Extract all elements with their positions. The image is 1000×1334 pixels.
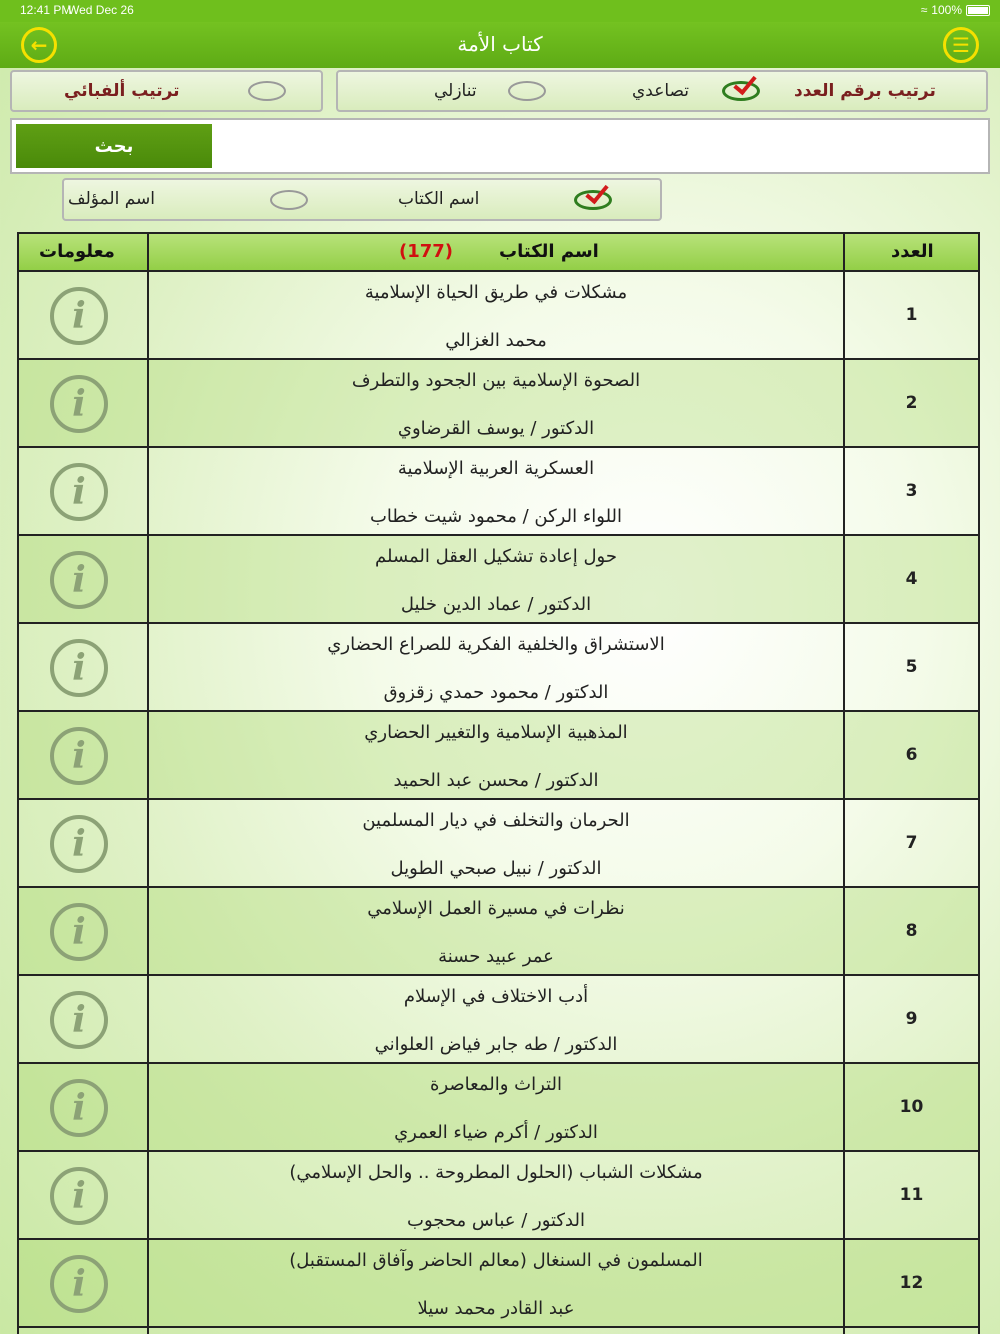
book-author: الدكتور / يوسف القرضاوي: [397, 418, 595, 439]
book-author: الدكتور / طه جابر فياض العلواني: [374, 1034, 618, 1055]
header-count: (177): [399, 241, 454, 262]
info-icon[interactable]: i: [50, 903, 108, 961]
descending-radio[interactable]: [508, 81, 546, 101]
table-row[interactable]: [19, 536, 978, 624]
book-option-label: اسم الكتاب: [398, 189, 480, 209]
search-type-panel: [62, 178, 662, 221]
book-author: الدكتور / عباس محجوب: [407, 1210, 585, 1231]
book-author: محمد الغزالي: [445, 330, 547, 351]
info-icon[interactable]: i: [50, 1255, 108, 1313]
info-icon[interactable]: i: [50, 815, 108, 873]
table-row[interactable]: [19, 800, 978, 888]
book-author: اللواء الركن / محمود شيت خطاب: [369, 506, 623, 527]
header-number: العدد: [891, 241, 934, 262]
info-icon[interactable]: i: [50, 375, 108, 433]
status-bar: [0, 0, 1000, 22]
issue-number: 12: [899, 1273, 924, 1293]
issue-number: 2: [905, 393, 918, 413]
book-author: الدكتور / محسن عبد الحميد: [393, 770, 599, 791]
page-title: كتاب الأمة: [457, 32, 543, 56]
book-author: الدكتور / عماد الدين خليل: [400, 594, 592, 615]
arrow-left-icon: ←: [30, 33, 48, 57]
sort-number-label[interactable]: ترتيب برقم العدد: [794, 81, 936, 101]
wifi-icon: ≈: [920, 3, 928, 17]
status-date: Wed Dec 26: [68, 3, 134, 17]
sort-alpha-panel[interactable]: [10, 70, 323, 112]
table-header: [19, 234, 978, 272]
book-title: نظرات في مسيرة العمل الإسلامي: [367, 898, 625, 919]
book-title: مشكلات الشباب (الحلول المطروحة .. والحل الإسلامي): [289, 1162, 703, 1183]
table-row[interactable]: [19, 624, 978, 712]
info-icon[interactable]: i: [50, 463, 108, 521]
descending-label: تنازلي: [434, 81, 477, 101]
ascending-label: تصاعدي: [632, 81, 690, 101]
sort-alpha-label: ترتيب ألفبائي: [64, 81, 180, 101]
book-title: أدب الاختلاف في الإسلام: [403, 986, 589, 1007]
issue-number: 1: [905, 305, 918, 325]
issue-number: 3: [905, 481, 918, 501]
book-author: الدكتور / نبيل صبحي الطويل: [390, 858, 602, 879]
book-title: الصحوة الإسلامية بين الجحود والتطرف: [351, 370, 641, 391]
issue-number: 7: [905, 833, 918, 853]
info-icon[interactable]: i: [50, 991, 108, 1049]
book-title: مشكلات في طريق الحياة الإسلامية: [364, 282, 628, 303]
column-divider: [147, 234, 149, 1334]
book-author: الدكتور / محمود حمدي زقزوق: [383, 682, 609, 703]
table-row[interactable]: [19, 976, 978, 1064]
info-icon[interactable]: i: [50, 551, 108, 609]
issue-number: 9: [905, 1009, 918, 1029]
info-icon[interactable]: i: [50, 287, 108, 345]
table-row[interactable]: [19, 1064, 978, 1152]
author-option-label: اسم المؤلف: [68, 189, 155, 209]
search-input[interactable]: [222, 124, 986, 168]
book-title: المذهبية الإسلامية والتغيير الحضاري: [364, 722, 628, 743]
author-radio[interactable]: [270, 190, 308, 210]
book-title: الاستشراق والخلفية الفكرية للصراع الحضاري: [327, 634, 665, 655]
check-icon: [585, 180, 608, 205]
table-row[interactable]: [19, 1152, 978, 1240]
sort-number-panel: [336, 70, 988, 112]
table-row[interactable]: [19, 360, 978, 448]
book-title: العسكرية العربية الإسلامية: [397, 458, 595, 479]
battery-percent: 100%: [931, 3, 962, 17]
info-icon[interactable]: i: [50, 1167, 108, 1225]
header-name: اسم الكتاب: [499, 241, 599, 262]
status-time: 12:41 PM: [20, 3, 72, 17]
info-icon[interactable]: i: [50, 727, 108, 785]
ascending-radio[interactable]: [722, 81, 760, 101]
book-author: الدكتور / أكرم ضياء العمري: [394, 1122, 598, 1143]
sort-alpha-radio[interactable]: [248, 81, 286, 101]
book-author: عمر عبيد حسنة: [438, 946, 554, 967]
battery-icon: [966, 5, 990, 16]
search-bar: [10, 118, 990, 174]
table-row[interactable]: [19, 712, 978, 800]
hamburger-icon: ☰: [952, 33, 970, 57]
info-icon[interactable]: i: [50, 1079, 108, 1137]
issue-number: 11: [899, 1185, 924, 1205]
books-table: [17, 232, 980, 1334]
book-radio[interactable]: [574, 190, 612, 210]
issue-number: 6: [905, 745, 918, 765]
status-right: [921, 3, 990, 17]
menu-button[interactable]: [943, 27, 979, 63]
book-title: الحرمان والتخلف في ديار المسلمين: [362, 810, 630, 831]
header-info: معلومات: [39, 241, 115, 262]
nav-bar: [0, 22, 1000, 68]
column-divider: [843, 234, 845, 1334]
check-icon: [733, 71, 756, 96]
issue-number: 8: [905, 921, 918, 941]
info-icon[interactable]: i: [50, 639, 108, 697]
issue-number: 4: [905, 569, 918, 589]
table-row[interactable]: [19, 888, 978, 976]
issue-number: 5: [905, 657, 918, 677]
search-button[interactable]: بحث: [16, 124, 212, 168]
book-title: المسلمون في السنغال (معالم الحاضر وآفاق المستقبل): [289, 1250, 703, 1271]
table-row[interactable]: [19, 1240, 978, 1328]
table-row[interactable]: [19, 448, 978, 536]
book-title: حول إعادة تشكيل العقل المسلم: [375, 546, 617, 567]
issue-number: 10: [899, 1097, 924, 1117]
book-title: التراث والمعاصرة: [430, 1074, 562, 1095]
book-author: عبد القادر محمد سيلا: [417, 1298, 575, 1319]
table-row[interactable]: [19, 272, 978, 360]
